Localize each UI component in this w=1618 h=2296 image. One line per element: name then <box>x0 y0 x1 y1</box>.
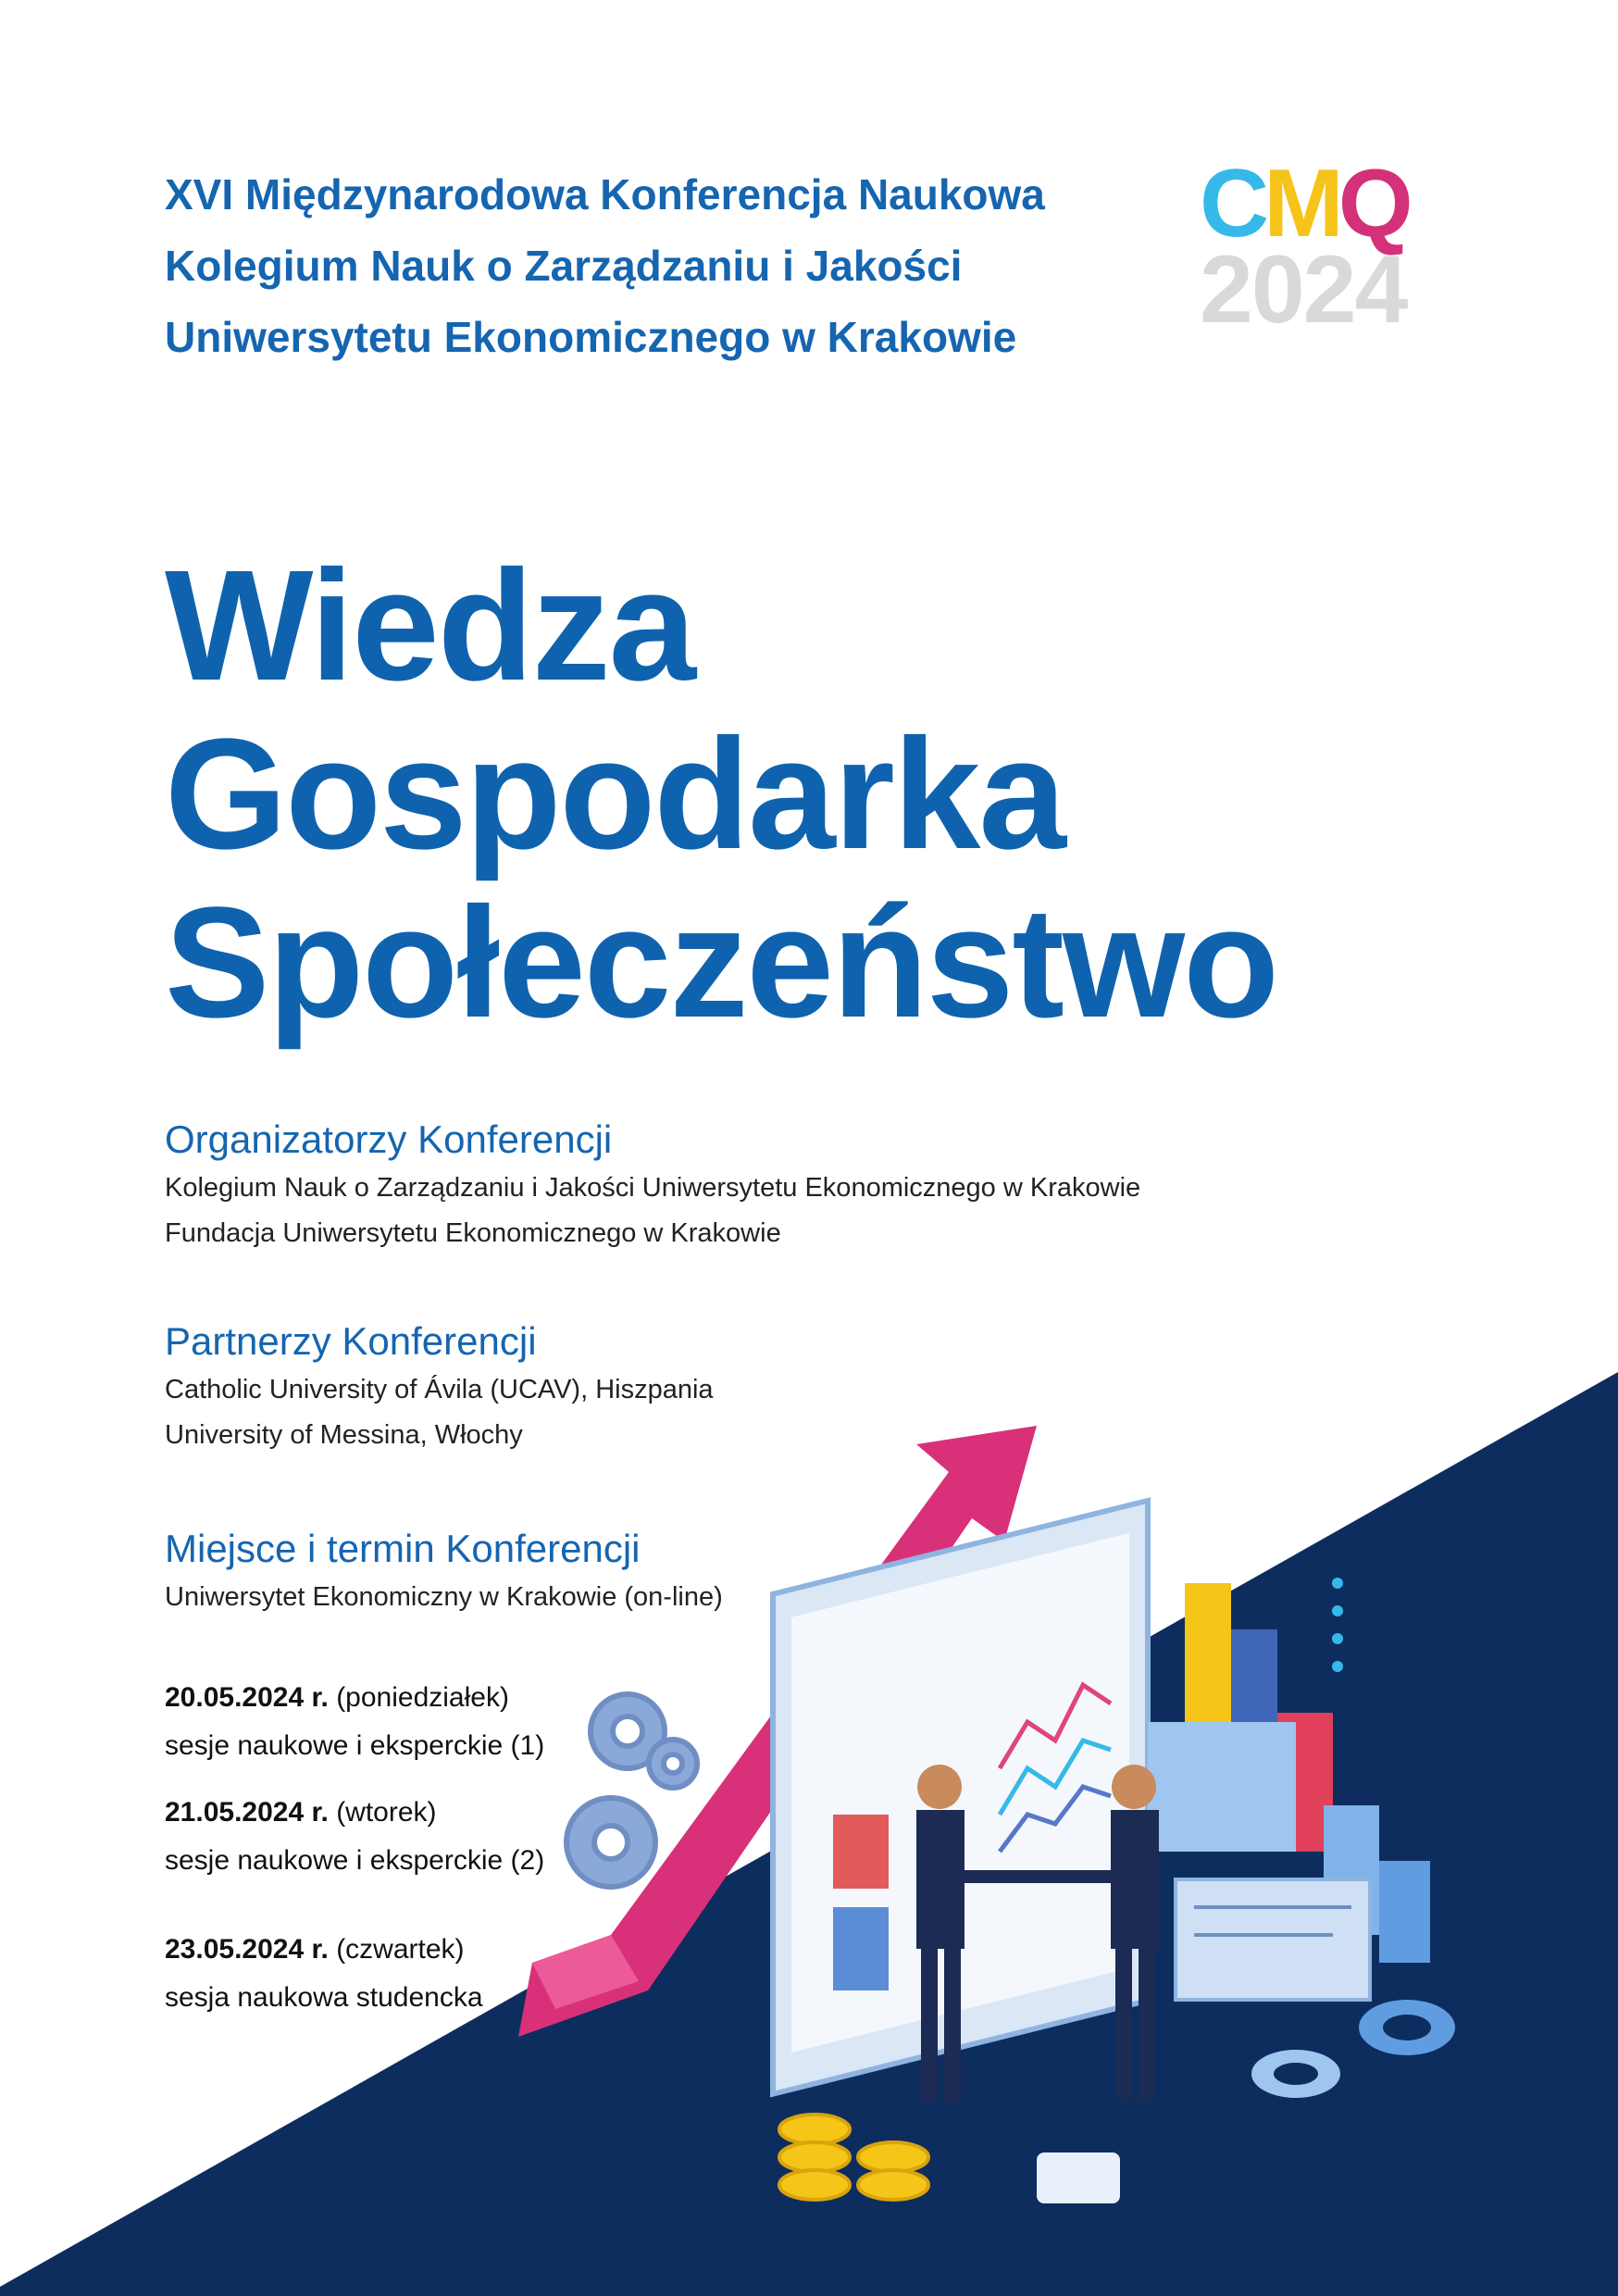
schedule-description: sesje naukowe i eksperckie (2) <box>165 1845 545 1876</box>
schedule-description: sesja naukowa studencka <box>165 1982 483 2013</box>
donut-chart-icon <box>1251 2000 1455 2098</box>
partners-heading: Partnerzy Konferencji <box>165 1319 537 1363</box>
schedule-date: 23.05.2024 r. <box>165 1934 329 1965</box>
logo-letter-m: M <box>1263 150 1338 257</box>
schedule-weekday: (wtorek) <box>336 1797 437 1828</box>
schedule-date: 20.05.2024 r. <box>165 1682 329 1713</box>
document-stack-icon <box>1176 1879 1370 2000</box>
venue-place: Uniwersytet Ekonomiczny w Krakowie (on-line) <box>165 1582 723 1612</box>
dots-decoration-icon <box>1332 1578 1343 1672</box>
schedule-day-3 <box>165 1926 483 2022</box>
partners-section <box>165 1316 714 1458</box>
organizer-item: Kolegium Nauk o Zarządzaniu i Jakości Uniwersytetu Ekonomicznego w Krakowie <box>165 1173 1141 1203</box>
organizer-item: Fundacja Uniwersytetu Ekonomicznego w Krakowie <box>165 1218 781 1248</box>
venue-section <box>165 1523 723 1620</box>
conference-header <box>165 159 1045 373</box>
organizers-heading: Organizatorzy Konferencji <box>165 1117 613 1161</box>
venue-heading: Miejsce i termin Konferencji <box>165 1527 641 1570</box>
schedule-day-1 <box>165 1674 544 1770</box>
schedule-weekday: (poniedziałek) <box>336 1682 509 1713</box>
partner-item: University of Messina, Włochy <box>165 1420 523 1450</box>
card-icon <box>1037 2152 1120 2203</box>
header-line-1: XVI Międzynarodowa Konferencja Naukowa <box>165 170 1045 218</box>
header-line-2: Kolegium Nauk o Zarządzaniu i Jakości <box>165 242 963 290</box>
logo-year: 2024 <box>1200 236 1407 343</box>
title-line-2: Gospodarka <box>165 706 1064 882</box>
schedule-date: 21.05.2024 r. <box>165 1797 329 1828</box>
logo-letter-c: C <box>1200 150 1264 257</box>
main-title <box>165 538 1278 1051</box>
partner-item: Catholic University of Ávila (UCAV), Hiszpania <box>165 1375 714 1404</box>
schedule-weekday: (czwartek) <box>336 1934 465 1965</box>
coins-icon <box>779 2115 928 2200</box>
title-line-3: Społeczeństwo <box>165 875 1278 1051</box>
schedule-day-2 <box>165 1789 544 1885</box>
header-line-3: Uniwersytetu Ekonomicznego w Krakowie <box>165 313 1017 361</box>
cmq-2024-logo <box>1200 150 1459 343</box>
logo-letter-q: Q <box>1338 150 1408 257</box>
schedule-description: sesje naukowe i eksperckie (1) <box>165 1730 545 1761</box>
title-line-1: Wiedza <box>165 538 695 714</box>
organizers-section <box>165 1114 1140 1256</box>
